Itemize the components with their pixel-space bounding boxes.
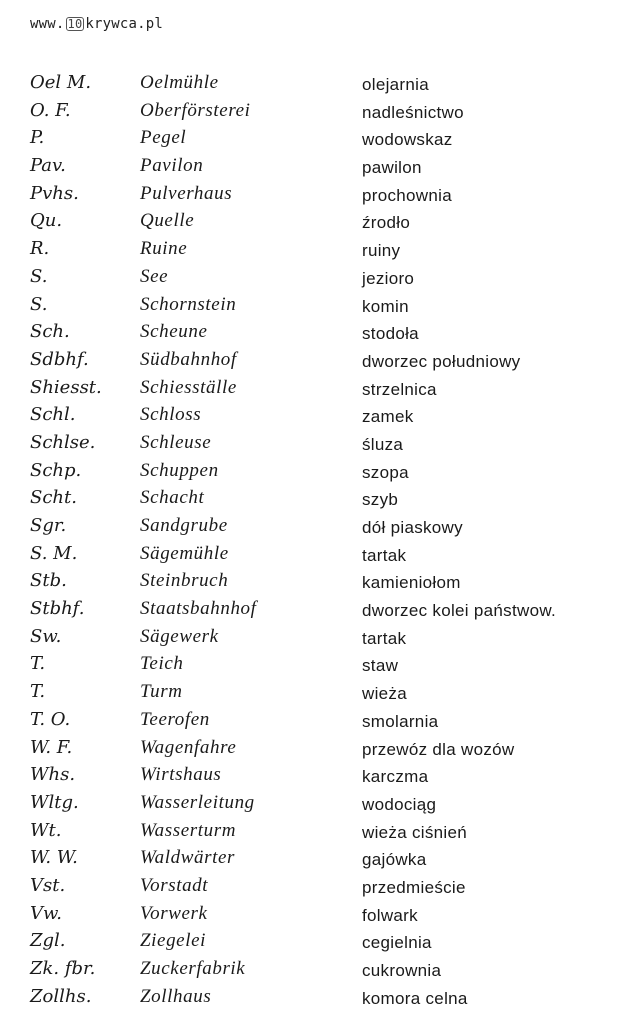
glossary-row <box>0 817 640 845</box>
polish-translation: smolarnia <box>362 711 439 731</box>
polish-translation: ruiny <box>362 241 401 261</box>
glossary-row <box>0 291 640 319</box>
abbreviation-glossary <box>0 69 640 1010</box>
polish-translation: tartak <box>362 545 407 565</box>
glossary-row <box>0 207 640 235</box>
german-term: Ziegelei <box>140 930 207 952</box>
german-term: Schloss <box>140 404 202 426</box>
polish-translation: szyb <box>362 490 399 510</box>
abbreviation: Whs. <box>30 764 76 786</box>
german-term: Zollhaus <box>140 985 212 1007</box>
polish-translation: tartak <box>362 628 407 648</box>
polish-translation: gajówka <box>362 850 427 870</box>
german-term: Zuckerfabrik <box>140 958 246 979</box>
glossary-row <box>0 595 640 623</box>
german-term: Sägemühle <box>140 542 229 564</box>
polish-translation: szopa <box>362 462 409 482</box>
abbreviation: W. W. <box>30 847 78 869</box>
abbreviation: Schl. <box>30 404 76 426</box>
glossary-row <box>0 374 640 402</box>
german-term: Teich <box>140 653 184 675</box>
german-term: Schornstein <box>140 293 237 315</box>
german-term: Wasserleitung <box>140 791 255 813</box>
german-term: Oelmühle <box>140 72 219 93</box>
glossary-row <box>0 401 640 429</box>
glossary-row <box>0 789 640 817</box>
german-term: Sägewerk <box>140 625 219 647</box>
glossary-row <box>0 900 640 928</box>
glossary-row <box>0 124 640 152</box>
abbreviation: Wltg. <box>30 791 79 813</box>
german-term: Pulverhaus <box>140 182 233 204</box>
german-term: Vorstadt <box>140 874 209 896</box>
german-term: Wasserturm <box>140 819 237 841</box>
german-term: Südbahnhof <box>140 348 237 370</box>
polish-translation: nadleśnictwo <box>362 102 464 122</box>
abbreviation: W. F. <box>30 736 73 758</box>
polish-translation: źrodło <box>362 213 411 233</box>
abbreviation: Pav. <box>30 155 66 177</box>
polish-translation: wodociąg <box>362 794 437 814</box>
glossary-row <box>0 346 640 374</box>
polish-translation: śluza <box>362 434 404 454</box>
abbreviation: Stbhf. <box>30 598 85 620</box>
abbreviation: Pvhs. <box>30 182 79 204</box>
glossary-row <box>0 180 640 208</box>
glossary-row <box>0 318 640 346</box>
abbreviation: T. <box>30 653 46 675</box>
abbreviation: Schp. <box>30 459 82 481</box>
polish-translation: olejarnia <box>362 75 429 94</box>
abbreviation: Sdbhf. <box>30 348 89 370</box>
glossary-row <box>0 650 640 678</box>
polish-translation: strzelnica <box>362 379 437 399</box>
polish-translation: dworzec kolei państwow. <box>362 601 556 621</box>
polish-translation: prochownia <box>362 185 452 205</box>
glossary-row <box>0 512 640 540</box>
abbreviation: Shiesst. <box>30 376 102 398</box>
glossary-row <box>0 567 640 595</box>
german-term: See <box>140 265 169 287</box>
abbreviation: Qu. <box>30 210 63 232</box>
polish-translation: cegielnia <box>362 933 432 953</box>
abbreviation: Wt. <box>30 819 62 841</box>
glossary-row <box>0 844 640 872</box>
german-term: Schacht <box>140 487 205 509</box>
glossary-row <box>0 761 640 789</box>
abbreviation: S. M. <box>30 542 78 564</box>
abbreviation: P. <box>30 127 45 149</box>
polish-translation: folwark <box>362 905 418 925</box>
polish-translation: przedmieście <box>362 877 466 897</box>
abbreviation: Oel M. <box>30 72 92 93</box>
glossary-row <box>0 872 640 900</box>
polish-translation: komin <box>362 296 409 316</box>
glossary-row <box>0 927 640 955</box>
glossary-row <box>0 734 640 762</box>
abbreviation: T. O. <box>30 708 71 730</box>
abbreviation: Zk. fbr. <box>30 958 96 979</box>
glossary-row <box>0 540 640 568</box>
abbreviation: Zollhs. <box>30 985 92 1007</box>
abbreviation: Vst. <box>30 874 66 896</box>
glossary-row <box>0 97 640 125</box>
abbreviation: Sgr. <box>30 515 67 536</box>
glossary-row <box>0 955 640 983</box>
polish-translation: dół piaskowy <box>362 518 463 537</box>
german-term: Ruine <box>140 238 188 260</box>
abbreviation: S. <box>30 265 48 287</box>
german-term: Waldwärter <box>140 847 236 869</box>
abbreviation: Schlse. <box>30 431 96 453</box>
glossary-row <box>0 484 640 512</box>
german-term: Scheune <box>140 321 208 343</box>
glossary-row <box>0 152 640 180</box>
glossary-row <box>0 69 640 97</box>
polish-translation: cukrownia <box>362 961 442 980</box>
glossary-row <box>0 457 640 485</box>
german-term: Sandgrube <box>140 515 228 536</box>
polish-translation: kamieniołom <box>362 573 461 593</box>
watermark-prefix: www. <box>30 16 65 32</box>
polish-translation: jezioro <box>362 268 415 288</box>
abbreviation: S. <box>30 293 48 315</box>
german-term: Turm <box>140 681 183 703</box>
glossary-row <box>0 678 640 706</box>
watermark <box>30 16 163 32</box>
german-term: Staatsbahnhof <box>140 598 257 620</box>
glossary-row <box>0 263 640 291</box>
german-term: Wagenfahre <box>140 736 237 758</box>
abbreviation: Sch. <box>30 321 70 343</box>
glossary-row <box>0 983 640 1011</box>
glossary-row <box>0 429 640 457</box>
abbreviation: Scht. <box>30 487 77 509</box>
german-term: Quelle <box>140 210 195 232</box>
polish-translation: karczma <box>362 767 429 787</box>
polish-translation: wieża ciśnień <box>362 822 468 842</box>
german-term: Pegel <box>140 127 187 149</box>
polish-translation: dworzec południowy <box>362 351 521 371</box>
abbreviation: Stb. <box>30 570 67 592</box>
abbreviation: Vw. <box>30 902 62 924</box>
german-term: Steinbruch <box>140 570 229 592</box>
watermark-badge: 10 <box>67 17 83 31</box>
polish-translation: przewóz dla wozów <box>362 739 515 759</box>
polish-translation: staw <box>362 656 399 676</box>
abbreviation: O. F. <box>30 99 71 121</box>
german-term: Wirtshaus <box>140 764 222 786</box>
abbreviation: R. <box>30 238 50 260</box>
german-term: Schuppen <box>140 459 219 481</box>
polish-translation: komora celna <box>362 988 468 1008</box>
german-term: Pavilon <box>140 155 204 177</box>
polish-translation: wodowskaz <box>362 130 453 150</box>
glossary-row <box>0 235 640 263</box>
abbreviation: T. <box>30 681 46 703</box>
german-term: Schleuse <box>140 431 212 453</box>
german-term: Oberförsterei <box>140 99 251 121</box>
german-term: Vorwerk <box>140 902 208 924</box>
abbreviation: Sw. <box>30 625 62 647</box>
polish-translation: zamek <box>362 407 414 427</box>
polish-translation: pawilon <box>362 158 422 178</box>
polish-translation: wieża <box>362 684 407 704</box>
german-term: Schiesställe <box>140 376 237 398</box>
polish-translation: stodoła <box>362 324 419 344</box>
watermark-suffix: krywca.pl <box>85 16 164 32</box>
abbreviation: Zgl. <box>30 930 66 952</box>
glossary-row <box>0 623 640 651</box>
german-term: Teerofen <box>140 708 210 730</box>
glossary-row <box>0 706 640 734</box>
